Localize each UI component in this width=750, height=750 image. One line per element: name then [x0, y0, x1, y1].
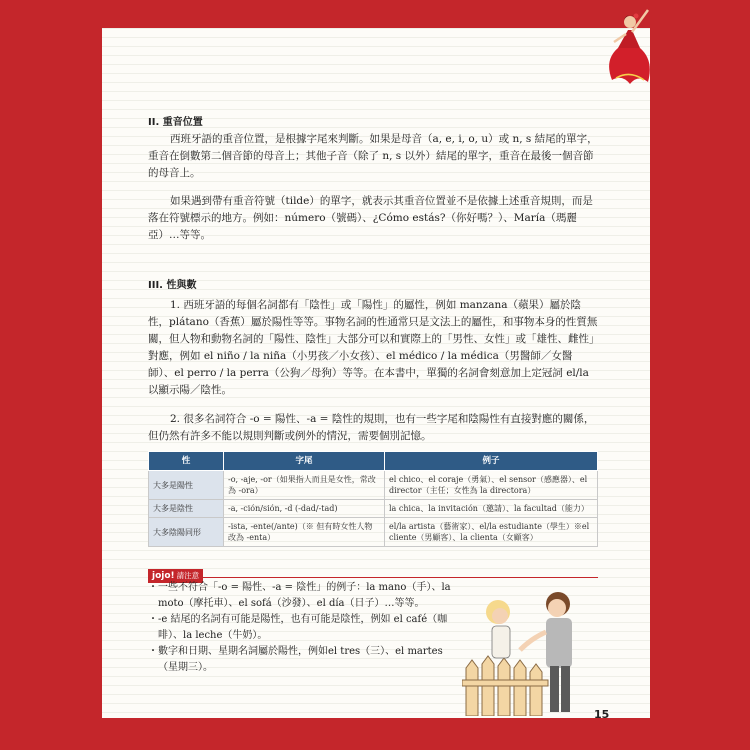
- table-row: [149, 500, 598, 518]
- note-item: ・數字和日期、星期名詞屬於陽性，例如el tres（三）、el martes（星期三）。: [148, 646, 443, 673]
- paragraph-accent-rules: 西班牙語的重音位置，是根據字尾來判斷。如果是母音（a, e, i, o, u）或 n, s 結尾的單字，重音在倒數第二個音節的母音上；其他子音（除了 n, s 以外）結尾的單字，重音在最後一個音節的母音上。: [148, 133, 598, 179]
- table-row: [149, 471, 598, 500]
- flamenco-dancer-illustration: [598, 0, 660, 88]
- right-border: [650, 0, 750, 750]
- section-heading-accent: II. 重音位置: [148, 117, 203, 128]
- section-heading-gender: III. 性與數: [148, 280, 197, 291]
- paragraph-tilde: 如果遇到帶有重音符號（tilde）的單字，就表示其重音位置並不是依據上述重音規則，而是落在符號標示的地方。例如：número（號碼）、¿Cómo estás?（你好嗎？）、María（瑪麗亞）…等等。: [148, 195, 593, 241]
- table-cell-suffix: -ista, -ente(/ante)（※ 但有時女性人物改為 -enta）: [224, 518, 385, 547]
- table-cell-suffix: -o, -aje, -or（如果指人而且是女性，常改為 -ora）: [224, 471, 385, 500]
- bottom-border: [0, 718, 750, 750]
- table-cell-examples: el/la artista（藝術家）、el/la estudiante（學生）※el cliente（男顧客）、la clienta（女顧客）: [385, 518, 598, 547]
- note-badge-text: jojo!: [152, 571, 175, 581]
- note-item: ・-e 結尾的名詞有可能是陽性，也有可能是陰性，例如 el café（咖啡）、la leche（牛奶）。: [148, 614, 448, 641]
- paragraph-gender-2: 2. 很多名詞符合 -o = 陽性、-a = 陰性的規則，也有一些字尾和陰陽性有直接對應的關係，但仍然有許多不能以規則判斷或例外的情況，需要個別記憶。: [148, 413, 595, 442]
- table-header: 性: [149, 452, 224, 471]
- table-header: 例子: [385, 452, 598, 471]
- table-cell-examples: la chica、la invitación（邀請）、la facultad（能力）: [385, 500, 598, 518]
- table-cell-gender: 大多陰陽同形: [149, 518, 224, 547]
- table-cell-suffix: -a, -ción/sión, -d (-dad/-tad): [224, 500, 385, 518]
- table-header: 字尾: [224, 452, 385, 471]
- table-row: [149, 518, 598, 547]
- note-list: [148, 580, 458, 676]
- paragraph-gender-1: 1. 西班牙語的每個名詞都有「陰性」或「陽性」的屬性，例如 manzana（蘋果）屬於陰性，plátano（香蕉）屬於陽性等等。事物名詞的性通常只是文法上的屬性，和事物本身的性質無關，但人物和動物名詞的「陽性、陰性」大部分可以和實際上的「男性、女性」或「雄性、雌性」對應，例如 el niño / la niña（小男孩／小女孩）、el médico / la médica（男醫師／女醫師）、el perro / la perra（公狗／母狗）等等。在本書中，單獨的名詞會刻意加上定冠詞 el/la 以顯示陽／陰性。: [148, 299, 598, 396]
- page-number: 15: [594, 708, 610, 721]
- table-header-row: [149, 452, 598, 471]
- table-cell-examples: el chico、el coraje（勇氣）、el sensor（感應器）、el director（主任；女性為 la directora）: [385, 471, 598, 500]
- table-cell-gender: 大多是陽性: [149, 471, 224, 500]
- table-cell-gender: 大多是陰性: [149, 500, 224, 518]
- left-border: [0, 0, 102, 750]
- couple-fence-illustration: [462, 576, 598, 716]
- top-border: [102, 0, 650, 28]
- note-badge-subtitle: 請注意: [176, 571, 200, 580]
- gender-suffix-table: [148, 451, 598, 547]
- note-item: ・一些不符合「-o = 陽性、-a = 陰性」的例子：la mano（手）、la moto（摩托車）、el sofá（沙發）、el día（日子）…等等。: [148, 582, 451, 609]
